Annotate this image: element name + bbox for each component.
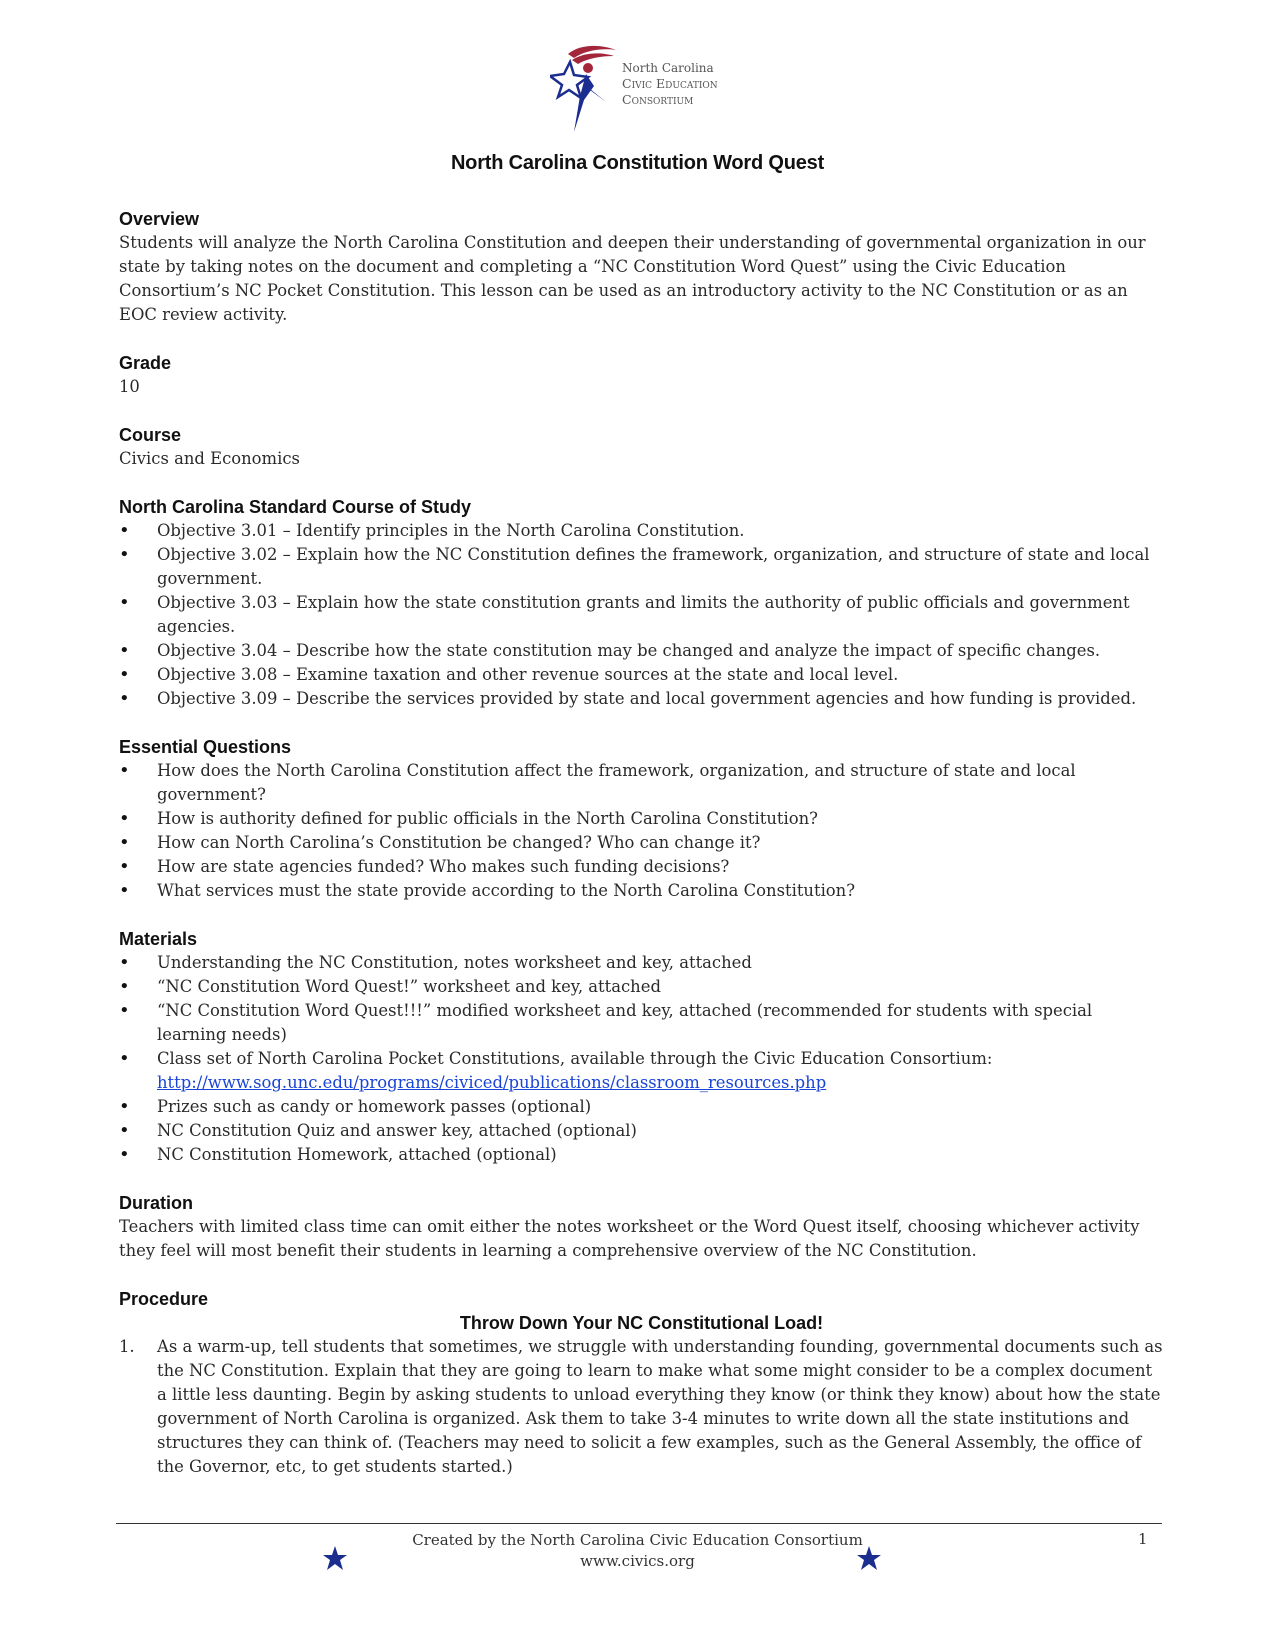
footer-credit: Created by the North Carolina Civic Education Consortium — [412, 1531, 863, 1549]
logo-line-1: North Carolina — [622, 61, 714, 75]
list-item: • How does the North Carolina Constitution affect the framework, organization, and structure of state and local government? — [119, 759, 1164, 807]
procedure-subheading: Throw Down Your NC Constitutional Load! — [459, 1313, 824, 1333]
overview-heading: Overview — [119, 209, 200, 229]
grade-heading: Grade — [119, 353, 172, 373]
document-body — [119, 207, 1164, 1479]
list-item: • Objective 3.01 – Identify principles in the North Carolina Constitution. — [119, 519, 1164, 543]
step-number: 1. — [119, 1337, 135, 1356]
consortium-logo-icon — [550, 40, 622, 140]
list-item: • Prizes such as candy or homework passes (optional) — [119, 1095, 1164, 1119]
logo-line-3: Consortium — [622, 92, 694, 107]
footer-website: www.civics.org — [580, 1552, 695, 1570]
standards-heading: North Carolina Standard Course of Study — [119, 497, 472, 517]
list-item: • How is authority defined for public officials in the North Carolina Constitution? — [119, 807, 1164, 831]
logo-text — [622, 60, 718, 108]
course-value: Civics and Economics — [119, 449, 300, 468]
footer-divider — [116, 1523, 1162, 1524]
list-item: • “NC Constitution Word Quest!” worksheet and key, attached — [119, 975, 1164, 999]
page-number: 1 — [1138, 1530, 1148, 1548]
list-item — [119, 1047, 1164, 1095]
consortium-logo — [550, 40, 750, 140]
list-item: • What services must the state provide according to the North Carolina Constitution? — [119, 879, 1164, 903]
list-item: • Objective 3.04 – Describe how the state constitution may be changed and analyze the impact of specific changes. — [119, 639, 1164, 663]
list-item: • “NC Constitution Word Quest!!!” modified worksheet and key, attached (recommended for students with special learning needs) — [119, 999, 1164, 1047]
overview-text: Students will analyze the North Carolina Constitution and deepen their understanding of governmental organization in our state by taking notes on the document and completing a “NC Constitution Word Quest” using the Civic Education Consortium’s NC Pocket Constitution. This lesson can be used as an introductory activity to the NC Constitution or as an EOC review activity. — [119, 233, 1146, 324]
classroom-resources-link[interactable]: http://www.sog.unc.edu/programs/civiced/publications/classroom_resources.php — [157, 1073, 827, 1092]
questions-list — [119, 759, 1164, 903]
materials-list — [119, 951, 1164, 1167]
questions-section — [119, 735, 1164, 903]
course-section — [119, 423, 1164, 471]
list-item: • How are state agencies funded? Who makes such funding decisions? — [119, 855, 1164, 879]
procedure-heading: Procedure — [119, 1289, 209, 1309]
standards-section — [119, 495, 1164, 711]
list-item: • NC Constitution Quiz and answer key, attached (optional) — [119, 1119, 1164, 1143]
page-footer — [0, 1530, 1275, 1572]
standards-list — [119, 519, 1164, 711]
duration-section — [119, 1191, 1164, 1263]
list-item: • Objective 3.08 – Examine taxation and other revenue sources at the state and local level. — [119, 663, 1164, 687]
list-item: • Understanding the NC Constitution, notes worksheet and key, attached — [119, 951, 1164, 975]
overview-section — [119, 207, 1164, 327]
logo-line-2: Civic Education — [622, 76, 718, 91]
step-text: As a warm-up, tell students that sometimes, we struggle with understanding founding, governmental documents such as the NC Constitution. Explain that they are going to learn to make what some might consider to be a complex document a little less daunting. Begin by asking students to unload everything they know (or think they know) about how the state government of North Carolina is organized. Ask them to take 3-4 minutes to write down all the state institutions and structures they can think of. (Teachers may need to solicit a few examples, such as the General Assembly, the office of the Governor, etc, to get students started.) — [157, 1337, 1163, 1476]
list-item: • Objective 3.09 – Describe the services provided by state and local government agencies and how funding is provided. — [119, 687, 1164, 711]
course-heading: Course — [119, 425, 182, 445]
list-item — [119, 1335, 1164, 1479]
procedure-list — [119, 1335, 1164, 1479]
list-item: • Objective 3.02 – Explain how the NC Constitution defines the framework, organization, and structure of state and local government. — [119, 543, 1164, 591]
questions-heading: Essential Questions — [119, 737, 292, 757]
grade-value: 10 — [119, 377, 140, 396]
duration-heading: Duration — [119, 1193, 193, 1213]
materials-section — [119, 927, 1164, 1167]
list-item: • NC Constitution Homework, attached (optional) — [119, 1143, 1164, 1167]
grade-section — [119, 351, 1164, 399]
procedure-section — [119, 1287, 1164, 1479]
document-title: North Carolina Constitution Word Quest — [450, 152, 825, 174]
materials-heading: Materials — [119, 929, 198, 949]
list-item: • How can North Carolina’s Constitution be changed? Who can change it? — [119, 831, 1164, 855]
materials-item-text: Class set of North Carolina Pocket Constitutions, available through the Civic Education Consortium: — [157, 1049, 993, 1068]
duration-text: Teachers with limited class time can omit either the notes worksheet or the Word Quest itself, choosing whichever activity they feel will most benefit their students in learning a comprehensive overview of the NC Constitution. — [119, 1217, 1140, 1260]
list-item: • Objective 3.03 – Explain how the state constitution grants and limits the authority of public officials and government agencies. — [119, 591, 1164, 639]
